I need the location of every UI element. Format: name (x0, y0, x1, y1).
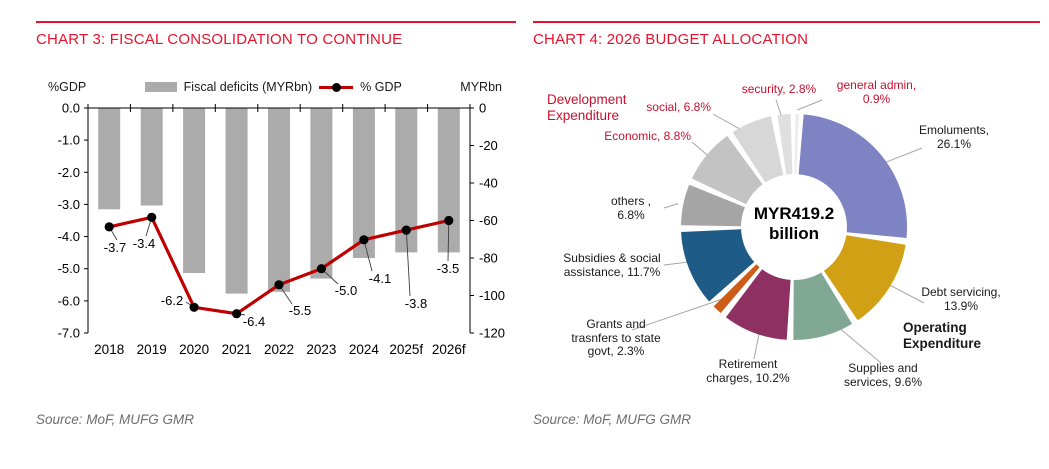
x-axis-label: 2025f (389, 342, 424, 357)
deficit-bar-2022 (268, 108, 290, 292)
chart4-top-rule (533, 21, 1040, 23)
gdp-marker-2022 (274, 280, 283, 289)
deficit-bar-2023 (310, 108, 332, 279)
donut-label-debt-servicing: Debt servicing, 13.9% (921, 285, 1001, 313)
donut-label-social: social, 6.8% (646, 100, 711, 114)
deficit-bar-2019 (141, 108, 163, 206)
gdp-data-label: -5.5 (288, 303, 312, 318)
gdp-marker-2019 (147, 213, 156, 222)
gdp-data-label: -4.1 (368, 271, 392, 286)
legend-bar-swatch-icon (145, 82, 177, 92)
x-axis-label: 2022 (263, 342, 295, 357)
left-axis-tick: -3.0 (57, 196, 80, 212)
x-axis-label: 2024 (348, 342, 379, 357)
gdp-data-label: -3.8 (404, 296, 428, 311)
right-axis-tick: 0 (479, 100, 487, 116)
left-axis-tick: -4.0 (57, 229, 80, 245)
budget-donut-wrap (529, 60, 1049, 412)
donut-center-label: MYR419.2 billion (753, 204, 835, 243)
right-axis-tick: -20 (479, 138, 498, 153)
donut-label-economic: Economic, 8.8% (604, 129, 691, 143)
gdp-marker-2021 (232, 309, 241, 318)
x-axis-label: 2020 (179, 342, 210, 357)
gdp-marker-2025f (402, 226, 411, 235)
x-axis-label: 2026f (431, 342, 466, 357)
left-axis-title: %GDP (48, 80, 87, 94)
operating-expenditure-label: Operating Expenditure (903, 320, 982, 351)
donut-label-security: security, 2.8% (741, 82, 817, 96)
right-axis-tick: -40 (479, 175, 498, 191)
donut-label-supplies-services: Supplies and services, 9.6% (843, 361, 923, 389)
legend-line-label: % GDP (360, 80, 402, 94)
chart4-source: Source: MoF, MUFG GMR (533, 412, 692, 427)
right-axis-tick: -60 (479, 213, 498, 228)
gdp-data-label: -3.7 (103, 240, 127, 255)
chart3-title: CHART 3: FISCAL CONSOLIDATION TO CONTINUE (36, 31, 403, 48)
gdp-data-label: -6.4 (242, 314, 266, 329)
chart4-title: CHART 4: 2026 BUDGET ALLOCATION (533, 31, 809, 48)
gdp-data-label: -3.5 (436, 261, 460, 276)
gdp-marker-2020 (190, 303, 199, 312)
donut-label-grants-transfers-state-govt: Grants and trasnfers to state govt, 2.3% (571, 317, 661, 358)
donut-label-others: others , 6.8% (610, 194, 652, 222)
donut-label-emoluments: Emoluments, 26.1% (918, 123, 990, 151)
gdp-data-label: -5.0 (334, 283, 358, 298)
x-axis-label: 2023 (306, 342, 337, 357)
chart3-source: Source: MoF, MUFG GMR (36, 412, 195, 427)
right-axis-tick: -100 (479, 288, 506, 303)
x-axis-label: 2018 (94, 342, 125, 357)
donut-label-general-admin: general admin, 0.9% (836, 78, 917, 106)
left-axis-tick: -5.0 (57, 261, 80, 277)
donut-label-subsidies-social-assistance: Subsidies & social assistance, 11.7% (563, 251, 661, 279)
chart3-legend (145, 80, 402, 94)
chart3-legend-row (36, 78, 516, 96)
deficit-bar-2020 (183, 108, 205, 273)
left-axis-tick: -2.0 (57, 164, 80, 180)
donut-label-retirement-charges: Retirement charges, 10.2% (706, 357, 790, 385)
gdp-marker-2026f (444, 216, 453, 225)
development-expenditure-label: Development Expenditure (547, 92, 627, 123)
x-axis-label: 2019 (136, 342, 167, 357)
x-axis-label: 2021 (221, 342, 252, 357)
fiscal-deficit-combo-chart (36, 98, 516, 366)
right-axis-tick: -120 (479, 325, 506, 341)
gdp-marker-2023 (317, 264, 326, 273)
left-axis-tick: -1.0 (57, 132, 80, 148)
legend-line-swatch-icon (319, 82, 353, 92)
gdp-data-label: -3.4 (132, 236, 156, 251)
left-axis-tick: 0.0 (61, 100, 80, 116)
deficit-bar-2018 (98, 108, 120, 209)
left-axis-tick: -6.0 (57, 293, 80, 309)
left-axis-tick: -7.0 (57, 325, 80, 341)
legend-bar-label: Fiscal deficits (MYRbn) (183, 80, 313, 94)
chart3-panel (36, 0, 516, 469)
right-axis-title: MYRbn (460, 80, 502, 94)
gdp-data-label: -6.2 (160, 293, 184, 308)
gdp-marker-2024 (359, 235, 368, 244)
chart4-panel (529, 0, 1049, 469)
slice-general-admin (795, 114, 799, 174)
right-axis-tick: -80 (479, 250, 498, 266)
gdp-marker-2018 (105, 222, 114, 231)
slice-retirement-charges (726, 269, 791, 340)
deficit-bar-2021 (226, 108, 248, 294)
chart3-top-rule (36, 21, 516, 23)
